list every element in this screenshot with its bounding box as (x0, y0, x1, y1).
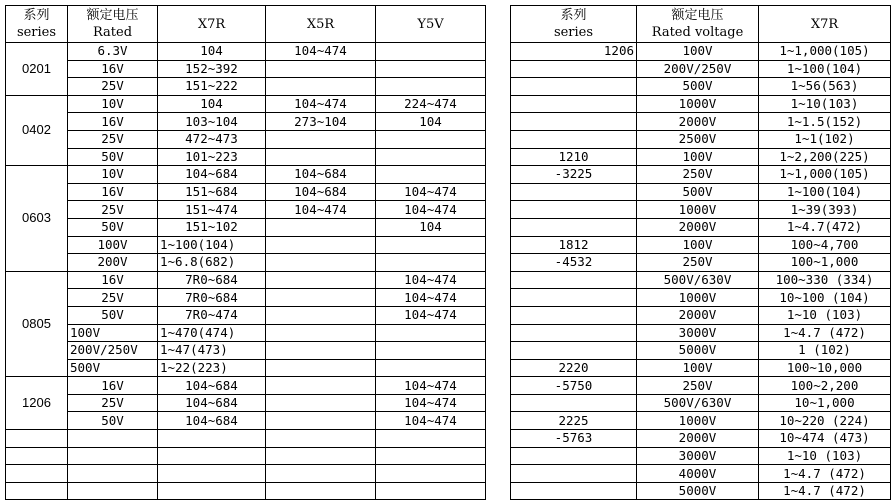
x5r-cell (266, 218, 376, 236)
x7r-cell: 10~100 (104) (759, 289, 891, 307)
rated-voltage-cell: 6.3V (68, 43, 158, 61)
series-cell: -5750 (511, 377, 637, 395)
x5r-cell (266, 254, 376, 272)
rated-voltage-cell: 2000V (637, 430, 759, 448)
series-cell: 2220 (511, 359, 637, 377)
series-cell (511, 271, 637, 289)
table-row (6, 130, 486, 148)
rated-voltage-cell: 2000V (637, 218, 759, 236)
rated-voltage-cell: 250V (637, 166, 759, 184)
series-cell (511, 324, 637, 342)
x7r-cell: 1~1.5(152) (759, 113, 891, 131)
series-cell: 1206 (511, 43, 637, 61)
header-series: 系列 series (6, 6, 68, 43)
table-row (511, 465, 891, 483)
y5v-cell (376, 236, 486, 254)
rated-voltage-cell: 3000V (637, 324, 759, 342)
table-row (6, 394, 486, 412)
empty-cell (376, 430, 486, 448)
table-row (511, 95, 891, 113)
table-row (6, 412, 486, 430)
table-row (511, 482, 891, 500)
series-cell (511, 394, 637, 412)
y5v-cell: 104~474 (376, 306, 486, 324)
x7r-cell: 151~222 (158, 78, 266, 96)
x7r-cell: 1~4.7 (472) (759, 482, 891, 500)
y5v-cell (376, 130, 486, 148)
y5v-cell: 104~474 (376, 183, 486, 201)
table-row (511, 306, 891, 324)
y5v-cell: 104~474 (376, 289, 486, 307)
y5v-cell: 104 (376, 218, 486, 236)
series-cell: 0201 (6, 43, 68, 96)
rated-voltage-cell: 16V (68, 60, 158, 78)
table-row (6, 95, 486, 113)
series-cell (511, 130, 637, 148)
empty-cell (376, 447, 486, 465)
x5r-cell (266, 148, 376, 166)
empty-cell (266, 430, 376, 448)
rated-voltage-cell: 16V (68, 113, 158, 131)
x7r-cell: 1~1,000(105) (759, 43, 891, 61)
right-table-body (511, 43, 891, 500)
x7r-cell: 10~474 (473) (759, 430, 891, 448)
table-row (6, 289, 486, 307)
header-y5v: Y5V (376, 6, 486, 43)
rated-voltage-cell: 25V (68, 394, 158, 412)
rated-voltage-cell: 500V (637, 78, 759, 96)
x7r-cell: 100~10,000 (759, 359, 891, 377)
series-cell: 0402 (6, 95, 68, 165)
x7r-cell: 10~1,000 (759, 394, 891, 412)
y5v-cell (376, 254, 486, 272)
x7r-cell: 10~220 (224) (759, 412, 891, 430)
rated-voltage-cell: 25V (68, 201, 158, 219)
rated-voltage-cell: 1000V (637, 412, 759, 430)
rated-voltage-cell: 50V (68, 148, 158, 166)
header-series: 系列 series (511, 6, 637, 43)
x7r-cell: 1~39(393) (759, 201, 891, 219)
table-row (6, 148, 486, 166)
empty-cell (68, 430, 158, 448)
rated-voltage-cell: 10V (68, 95, 158, 113)
series-cell (511, 447, 637, 465)
left-header-row (6, 6, 486, 43)
rated-voltage-cell: 1000V (637, 95, 759, 113)
table-row (511, 342, 891, 360)
x5r-cell (266, 306, 376, 324)
table-row (511, 218, 891, 236)
x5r-cell (266, 236, 376, 254)
series-cell (511, 342, 637, 360)
series-cell: 1812 (511, 236, 637, 254)
x5r-cell: 273~104 (266, 113, 376, 131)
x7r-cell: 1~1(102) (759, 130, 891, 148)
x7r-cell: 1~4.7 (472) (759, 324, 891, 342)
x7r-cell: 1~100(104) (759, 60, 891, 78)
empty-cell (158, 482, 266, 500)
series-cell: 1206 (6, 377, 68, 430)
x7r-cell: 1~4.7 (472) (759, 465, 891, 483)
x7r-cell: 104~684 (158, 377, 266, 395)
series-cell (511, 60, 637, 78)
rated-voltage-cell: 500V/630V (637, 394, 759, 412)
table-row (511, 183, 891, 201)
rated-voltage-cell: 1000V (637, 201, 759, 219)
rated-voltage-cell: 50V (68, 306, 158, 324)
x7r-cell: 104~684 (158, 166, 266, 184)
y5v-cell (376, 342, 486, 360)
x7r-cell: 7R0~474 (158, 306, 266, 324)
table-row (511, 113, 891, 131)
table-row (6, 166, 486, 184)
empty-cell (376, 465, 486, 483)
x7r-cell: 472~473 (158, 130, 266, 148)
x5r-cell: 104~684 (266, 166, 376, 184)
table-row (511, 148, 891, 166)
table-row (511, 254, 891, 272)
rated-voltage-cell: 100V (68, 324, 158, 342)
empty-cell (6, 447, 68, 465)
rated-voltage-cell: 100V (68, 236, 158, 254)
x5r-cell (266, 60, 376, 78)
rated-voltage-cell: 100V (637, 148, 759, 166)
y5v-cell (376, 148, 486, 166)
y5v-cell (376, 43, 486, 61)
table-row (6, 271, 486, 289)
table-row (511, 377, 891, 395)
series-cell: -5763 (511, 430, 637, 448)
table-row (511, 289, 891, 307)
series-cell: 1210 (511, 148, 637, 166)
x5r-cell (266, 130, 376, 148)
right-header-row (511, 6, 891, 43)
table-row (6, 306, 486, 324)
rated-voltage-cell: 100V (637, 359, 759, 377)
x5r-cell (266, 359, 376, 377)
empty-cell (158, 447, 266, 465)
table-row (511, 394, 891, 412)
table-row (511, 201, 891, 219)
x5r-cell (266, 412, 376, 430)
y5v-cell: 104~474 (376, 394, 486, 412)
rated-voltage-cell: 100V (637, 236, 759, 254)
series-cell (511, 289, 637, 307)
table-row (6, 218, 486, 236)
rated-voltage-cell: 16V (68, 183, 158, 201)
series-cell: 2225 (511, 412, 637, 430)
right-spec-table (510, 5, 891, 500)
empty-row (6, 430, 486, 448)
x7r-cell: 100~2,200 (759, 377, 891, 395)
x7r-cell: 100~1,000 (759, 254, 891, 272)
empty-cell (266, 482, 376, 500)
series-cell (511, 465, 637, 483)
rated-voltage-cell: 25V (68, 289, 158, 307)
table-row (511, 130, 891, 148)
rated-voltage-cell: 250V (637, 377, 759, 395)
empty-cell (6, 482, 68, 500)
empty-cell (6, 430, 68, 448)
series-cell: -4532 (511, 254, 637, 272)
series-cell (511, 218, 637, 236)
empty-cell (266, 465, 376, 483)
rated-voltage-cell: 500V (637, 183, 759, 201)
table-row (6, 78, 486, 96)
x7r-cell: 104~684 (158, 412, 266, 430)
empty-cell (68, 447, 158, 465)
series-cell (511, 113, 637, 131)
table-row (6, 43, 486, 61)
x7r-cell: 103~104 (158, 113, 266, 131)
x7r-cell: 100~330 (334) (759, 271, 891, 289)
x7r-cell: 1~470(474) (158, 324, 266, 342)
empty-cell (158, 465, 266, 483)
empty-cell (158, 430, 266, 448)
table-row (6, 183, 486, 201)
x7r-cell: 1~47(473) (158, 342, 266, 360)
x7r-cell: 7R0~684 (158, 289, 266, 307)
table-row (6, 236, 486, 254)
header-rated-voltage: 额定电压 Rated (68, 6, 158, 43)
table-row (6, 342, 486, 360)
x7r-cell: 7R0~684 (158, 271, 266, 289)
series-cell (511, 201, 637, 219)
x7r-cell: 104 (158, 95, 266, 113)
series-cell (511, 306, 637, 324)
empty-cell (376, 482, 486, 500)
header-x7r: X7R (759, 6, 891, 43)
x7r-cell: 1~100(104) (158, 236, 266, 254)
y5v-cell: 104 (376, 113, 486, 131)
table-row (511, 430, 891, 448)
x7r-cell: 1~10 (103) (759, 447, 891, 465)
rated-voltage-cell: 3000V (637, 447, 759, 465)
rated-voltage-cell: 50V (68, 218, 158, 236)
table-row (6, 254, 486, 272)
series-cell: -3225 (511, 166, 637, 184)
x7r-cell: 1~56(563) (759, 78, 891, 96)
x5r-cell (266, 377, 376, 395)
x5r-cell (266, 78, 376, 96)
x7r-cell: 151~102 (158, 218, 266, 236)
series-cell (511, 482, 637, 500)
rated-voltage-cell: 50V (68, 412, 158, 430)
header-rated-voltage: 额定电压 Rated voltage (637, 6, 759, 43)
x7r-cell: 151~474 (158, 201, 266, 219)
rated-voltage-cell: 500V (68, 359, 158, 377)
rated-voltage-cell: 1000V (637, 289, 759, 307)
table-row (511, 324, 891, 342)
rated-voltage-cell: 25V (68, 130, 158, 148)
table-row (6, 113, 486, 131)
rated-voltage-cell: 500V/630V (637, 271, 759, 289)
series-cell: 0805 (6, 271, 68, 377)
table-row (511, 359, 891, 377)
rated-voltage-cell: 25V (68, 78, 158, 96)
x5r-cell: 104~474 (266, 201, 376, 219)
table-row (511, 60, 891, 78)
empty-cell (68, 482, 158, 500)
table-row (6, 359, 486, 377)
table-row (6, 324, 486, 342)
rated-voltage-cell: 2500V (637, 130, 759, 148)
x7r-cell: 1~4.7(472) (759, 218, 891, 236)
table-row (6, 377, 486, 395)
x7r-cell: 1~10 (103) (759, 306, 891, 324)
x7r-cell: 152~392 (158, 60, 266, 78)
y5v-cell (376, 324, 486, 342)
y5v-cell (376, 60, 486, 78)
rated-voltage-cell: 5000V (637, 342, 759, 360)
rated-voltage-cell: 16V (68, 271, 158, 289)
empty-row (6, 482, 486, 500)
table-row (511, 447, 891, 465)
x5r-cell: 104~684 (266, 183, 376, 201)
table-row (511, 166, 891, 184)
table-row (511, 78, 891, 96)
table-row (6, 201, 486, 219)
rated-voltage-cell: 100V (637, 43, 759, 61)
header-x7r: X7R (158, 6, 266, 43)
x5r-cell (266, 342, 376, 360)
y5v-cell: 224~474 (376, 95, 486, 113)
y5v-cell: 104~474 (376, 412, 486, 430)
empty-cell (6, 465, 68, 483)
y5v-cell: 104~474 (376, 201, 486, 219)
x5r-cell (266, 394, 376, 412)
x5r-cell: 104~474 (266, 43, 376, 61)
x5r-cell (266, 271, 376, 289)
empty-cell (266, 447, 376, 465)
series-cell (511, 95, 637, 113)
x7r-cell: 151~684 (158, 183, 266, 201)
x5r-cell (266, 289, 376, 307)
x5r-cell: 104~474 (266, 95, 376, 113)
y5v-cell: 104~474 (376, 271, 486, 289)
rated-voltage-cell: 2000V (637, 113, 759, 131)
table-row (511, 412, 891, 430)
series-cell (511, 183, 637, 201)
y5v-cell (376, 166, 486, 184)
x7r-cell: 1~22(223) (158, 359, 266, 377)
x7r-cell: 100~4,700 (759, 236, 891, 254)
empty-cell (68, 465, 158, 483)
rated-voltage-cell: 10V (68, 166, 158, 184)
x5r-cell (266, 324, 376, 342)
x7r-cell: 1~100(104) (759, 183, 891, 201)
y5v-cell: 104~474 (376, 377, 486, 395)
x7r-cell: 101~223 (158, 148, 266, 166)
table-row (511, 236, 891, 254)
x7r-cell: 1~1,000(105) (759, 166, 891, 184)
empty-row (6, 447, 486, 465)
y5v-cell (376, 359, 486, 377)
x7r-cell: 1 (102) (759, 342, 891, 360)
x7r-cell: 104~684 (158, 394, 266, 412)
rated-voltage-cell: 200V/250V (68, 342, 158, 360)
empty-row (6, 465, 486, 483)
x7r-cell: 1~2,200(225) (759, 148, 891, 166)
x7r-cell: 1~10(103) (759, 95, 891, 113)
x7r-cell: 1~6.8(682) (158, 254, 266, 272)
table-row (511, 43, 891, 61)
left-table-body (6, 43, 486, 500)
y5v-cell (376, 78, 486, 96)
rated-voltage-cell: 5000V (637, 482, 759, 500)
table-row (511, 271, 891, 289)
series-cell: 0603 (6, 166, 68, 272)
x7r-cell: 104 (158, 43, 266, 61)
rated-voltage-cell: 250V (637, 254, 759, 272)
header-x5r: X5R (266, 6, 376, 43)
series-cell (511, 78, 637, 96)
rated-voltage-cell: 200V (68, 254, 158, 272)
rated-voltage-cell: 4000V (637, 465, 759, 483)
rated-voltage-cell: 16V (68, 377, 158, 395)
rated-voltage-cell: 2000V (637, 306, 759, 324)
left-spec-table (5, 5, 486, 500)
rated-voltage-cell: 200V/250V (637, 60, 759, 78)
table-row (6, 60, 486, 78)
